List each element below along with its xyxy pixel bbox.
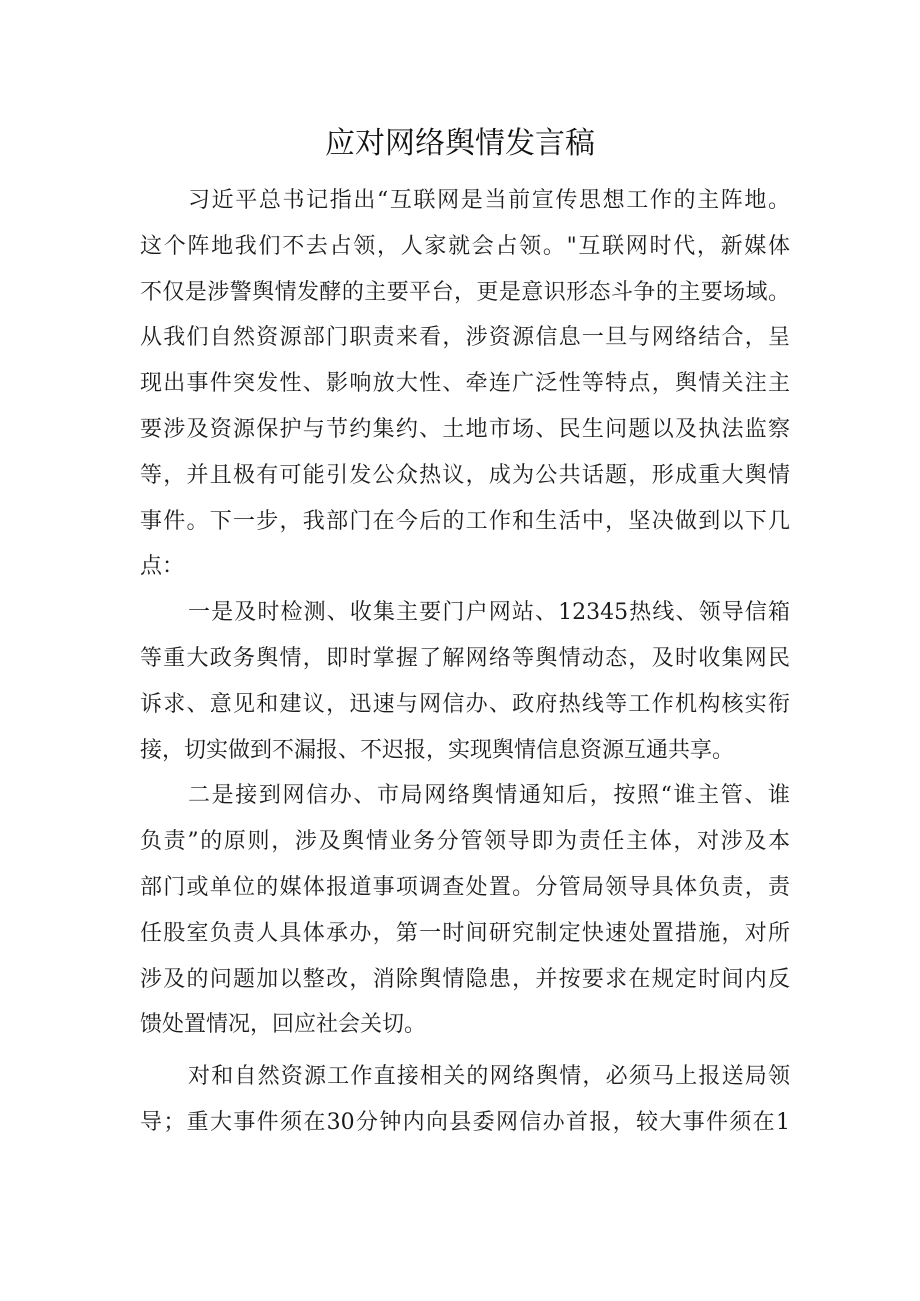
document-title: 应对网络舆情发言稿 <box>325 126 595 161</box>
text-line: 负责”的原则，涉及舆情业务分管领导即为责任主体，对涉及本 <box>140 829 790 855</box>
text-line: 馈处置情况，回应社会关切。 <box>140 1012 427 1038</box>
text-line: 部门或单位的媒体报道事项调查处置。分管局领导具体负责，责 <box>140 874 790 900</box>
text-line: 涉及的问题加以整改，消除舆情隐患，并按要求在规定时间内反 <box>140 966 790 992</box>
paragraph-intro <box>140 178 790 590</box>
text-line: 习近平总书记指出“互联网是当前宣传思想工作的主阵地。 <box>188 188 790 213</box>
paragraph-reporting <box>140 1054 790 1146</box>
text-line: 接，切实做到不漏报、不迟报，实现舆情信息资源互通共享。 <box>140 737 735 763</box>
paragraph-point-one <box>140 590 790 773</box>
text-line: 等重大政务舆情，即时掌握了解网络等舆情动态，及时收集网民 <box>140 645 790 671</box>
text-line: 等，并且极有可能引发公众热议，成为公共话题，形成重大舆情 <box>140 462 790 488</box>
text-line: 点： <box>140 554 185 580</box>
text-line: 不仅是涉警舆情发酵的主要平台，更是意识形态斗争的主要场域。 <box>140 279 790 305</box>
text-line: 从我们自然资源部门职责来看，涉资源信息一旦与网络结合，呈 <box>140 325 790 351</box>
text-line: 二是接到网信办、市局网络舆情通知后，按照“谁主管、谁 <box>188 783 790 809</box>
text-line: 要涉及资源保护与节约集约、土地市场、民生问题以及执法监察 <box>140 416 790 442</box>
text-line: 这个阵地我们不去占领，人家就会占领。"互联网时代，新媒体 <box>140 233 790 259</box>
text-line: 诉求、意见和建议，迅速与网信办、政府热线等工作机构核实衔 <box>140 691 790 717</box>
text-line: 导；重大事件须在30分钟内向县委网信办首报，较大事件须在1 <box>140 1109 790 1135</box>
text-line: 对和自然资源工作直接相关的网络舆情，必须马上报送局领 <box>188 1064 790 1090</box>
paragraph-point-two <box>140 773 790 1048</box>
text-line: 一是及时检测、收集主要门户网站、12345热线、领导信箱 <box>188 600 790 626</box>
text-line: 事件。下一步，我部门在今后的工作和生活中，坚决做到以下几 <box>140 508 790 534</box>
text-line: 现出事件突发性、影响放大性、牵连广泛性等特点，舆情关注主 <box>140 371 790 397</box>
text-line: 任股室负责人具体承办，第一时间研究制定快速处置措施，对所 <box>140 920 790 946</box>
document-body <box>140 178 790 1146</box>
